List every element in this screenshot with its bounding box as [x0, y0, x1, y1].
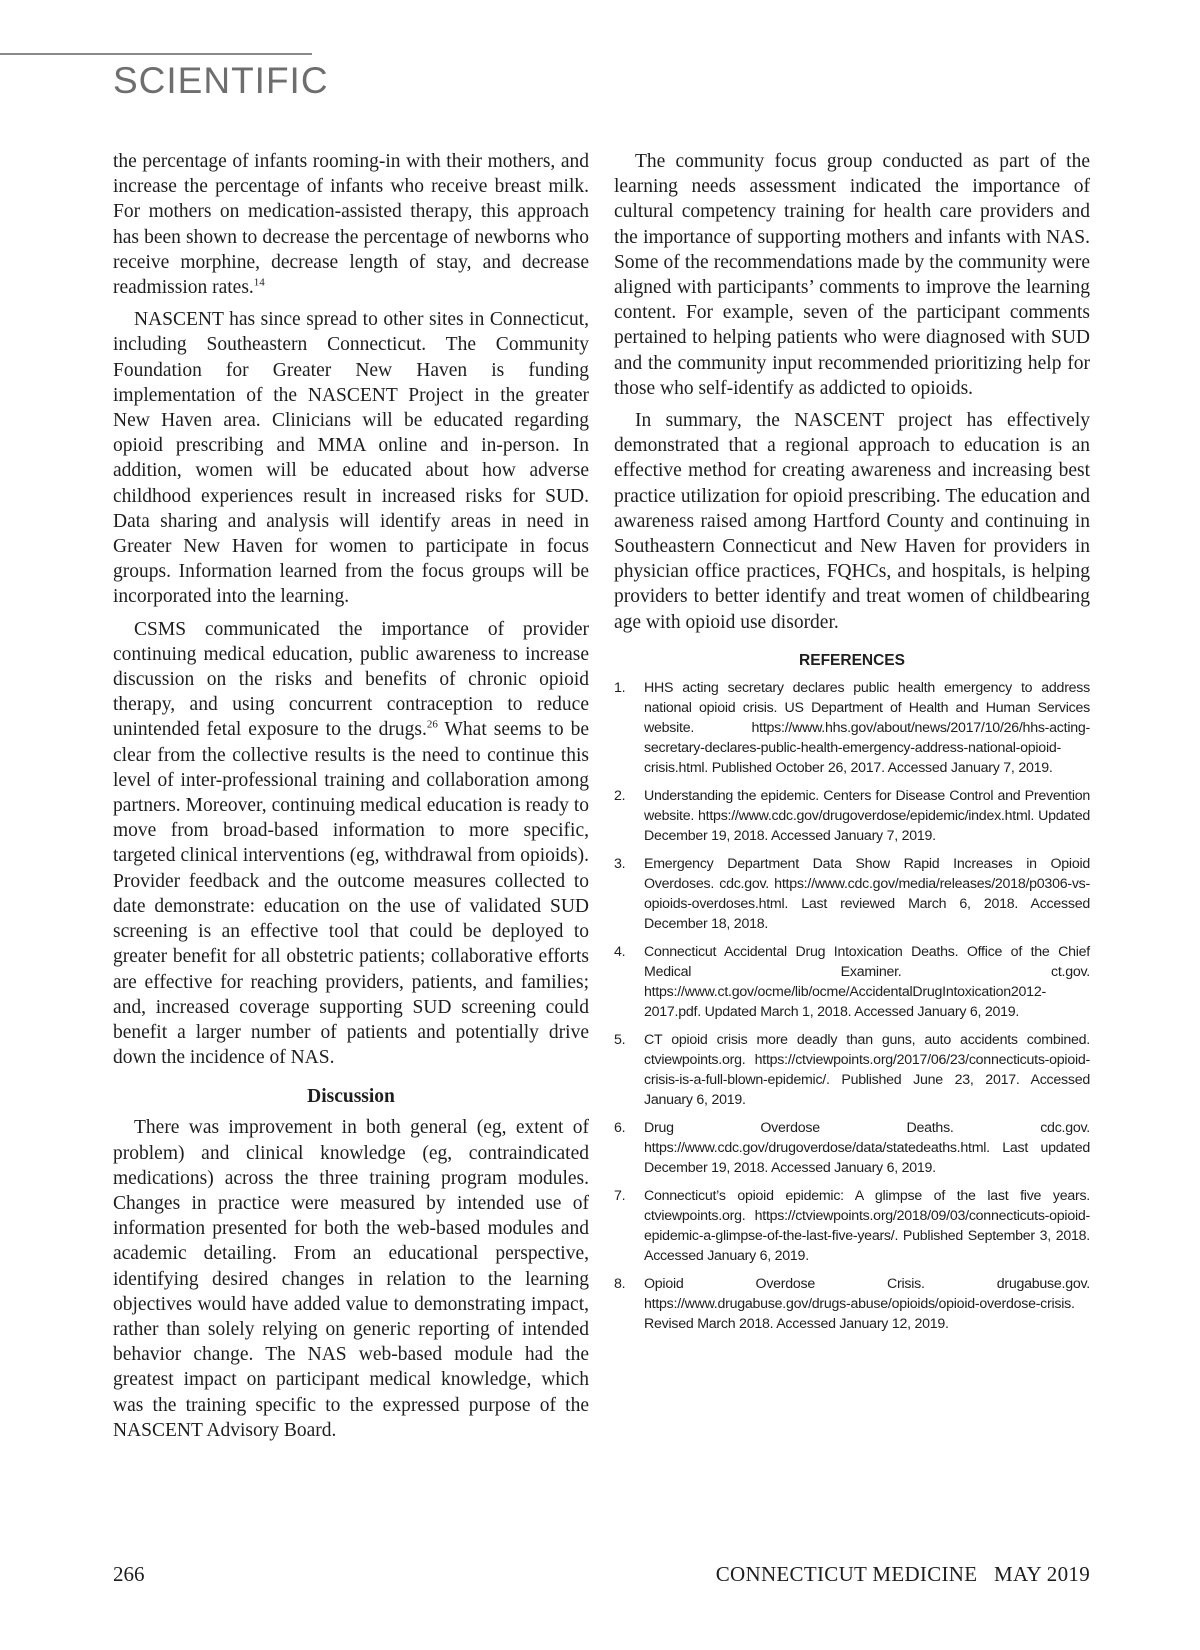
section-label: SCIENTIFIC: [113, 60, 329, 101]
page-number: 266: [113, 1562, 145, 1586]
body-paragraph: There was improvement in both general (eg, extent of problem) and clinical knowledge (eg, contraindicated medications) across the three training program modules. Changes in practice were measured by intended use of information presented for both the web-based modules and academic detailing. From an educational perspective, identifying desired changes in relation to the learning objectives would have added value to demonstrating impact, rather than solely relying on generic reporting of intended behavior change. The NAS web-based module had the greatest impact on participant medical knowledge, which was the training specific to the expressed purpose of the NASCENT Advisory Board.: [113, 1117, 589, 1441]
discussion-heading: Discussion: [307, 1086, 395, 1108]
reference-item: [614, 678, 1090, 778]
right-column: [614, 149, 1090, 1342]
reference-text: Connecticut Accidental Drug Intoxication Deaths. Office of the Chief Medical Examiner. ct.gov. https://www.ct.gov/ocme/lib/ocme/AccidentalDrugIntoxication2012-2017.pdf. Updated March 1, 2018. Accessed January 6, 2019.: [644, 943, 1090, 1020]
reference-item: [614, 1186, 1090, 1266]
reference-item: [614, 1118, 1090, 1178]
reference-number: 1.: [614, 679, 626, 696]
reference-number: 6.: [614, 1119, 626, 1136]
journal-footer: CONNECTICUT MEDICINE MAY 2019: [715, 1562, 1090, 1586]
references-heading: REFERENCES: [799, 651, 905, 669]
reference-number: 5.: [614, 1031, 626, 1048]
reference-text: Connecticut’s opioid epidemic: A glimpse of the last five years. ctviewpoints.org. https://ctviewpoints.org/2018/09/03/connecticuts-opioid-epidemic-a-glimpse-of-the-last-five-years/. Published September 3, 2018. Accessed January 6, 2019.: [644, 1187, 1090, 1264]
left-column: [113, 149, 589, 1450]
citation-marker: 14: [253, 276, 265, 289]
reference-number: 2.: [614, 787, 626, 804]
references-list: [614, 678, 1090, 1334]
body-paragraph: In summary, the NASCENT project has effectively demonstrated that a regional approach to education is an effective method for creating awareness and increasing best practice utilization for opioid prescribing. The education and awareness raised among Hartford County and continuing in Southeastern Connecticut and New Haven for providers in physician office practices, FQHCs, and hospitals, is helping providers to better identify and treat women of childbearing age with opioid use disorder.: [614, 410, 1090, 633]
reference-text: Opioid Overdose Crisis. drugabuse.gov. https://www.drugabuse.gov/drugs-abuse/opioids/opioid-overdose-crisis. Revised March 2018. Accessed January 12, 2019.: [644, 1275, 1090, 1332]
reference-text: CT opioid crisis more deadly than guns, auto accidents combined. ctviewpoints.org. https://ctviewpoints.org/2017/06/23/connecticuts-opioid-crisis-is-a-full-blown-epidemic/. Published June 23, 2017. Accessed January 6, 2019.: [644, 1031, 1090, 1108]
body-paragraph: The community focus group conducted as part of the learning needs assessment indicated the importance of cultural competency training for health care providers and the importance of supporting mothers and infants with NAS. Some of the recommendations made by the community were aligned with participants’ comments to improve the learning content. For example, seven of the participant comments pertained to helping patients who were diagnosed with SUD and the community input recommended prioritizing help for those who self-identify as addicted to opioids.: [614, 151, 1090, 399]
reference-text: Emergency Department Data Show Rapid Increases in Opioid Overdoses. cdc.gov. https://www.cdc.gov/media/releases/2018/p0306-vs-opioids-overdoses.html. Last reviewed March 6, 2018. Accessed December 18, 2018.: [644, 855, 1090, 932]
reference-text: Drug Overdose Deaths. cdc.gov. https://www.cdc.gov/drugoverdose/data/statedeaths.html. Last updated December 19, 2018. Accessed January 6, 2019.: [644, 1119, 1090, 1176]
reference-item: [614, 942, 1090, 1022]
body-paragraph: CSMS communicated the importance of provider continuing medical education, public awareness to increase discussion on the risks and benefits of chronic opioid therapy, and using concurrent contraception to reduce unintended fetal exposure to the drugs.$^{26}$ What seems to be clear from the collective results is the need to continue this level of inter-professional training and collaboration among partners. Moreover, continuing medical education is ready to move from broad-based information to more specific, targeted clinical interventions (eg, withdrawal from opioids). Provider feedback and the outcome measures collected to date demonstrate: education on the use of validated SUD screening is an effective tool that could be deployed to greater benefit for all obstetric patients; collaborative efforts are effective for reaching providers, patients, and families; and, increased coverage supporting SUD screening could benefit a larger number of patients and potentially drive down the incidence of NAS.: [113, 618, 589, 1069]
reference-number: 4.: [614, 943, 626, 960]
body-paragraph: NASCENT has since spread to other sites in Connecticut, including Southeastern Connecticut. The Community Foundation for Greater New Haven is funding implementation of the NASCENT Project in the greater New Haven area. Clinicians will be educated regarding opioid prescribing and MMA online and in-person. In addition, women will be educated about how adverse childhood experiences result in increased risks for SUD. Data sharing and analysis will identify areas in need in Greater New Haven for women to participate in focus groups. Information learned from the focus groups will be incorporated into the learning.: [113, 309, 589, 608]
header-rule: [0, 53, 312, 55]
reference-number: 3.: [614, 855, 626, 872]
reference-item: [614, 786, 1090, 846]
citation-marker: 26: [426, 718, 438, 731]
reference-item: [614, 854, 1090, 934]
reference-number: 8.: [614, 1275, 626, 1292]
reference-text: HHS acting secretary declares public health emergency to address national opioid crisis. US Department of Health and Human Services website. https://www.hhs.gov/about/news/2017/10/26/hhs-acting-secretary-declares-public-health-emergency-address-national-opioid-crisis.html. Published October 26, 2017. Accessed January 7, 2019.: [644, 679, 1090, 776]
reference-text: Understanding the epidemic. Centers for Disease Control and Prevention website. https://www.cdc.gov/drugoverdose/epidemic/index.html. Updated December 19, 2018. Accessed January 7, 2019.: [644, 787, 1090, 844]
body-paragraph: the percentage of infants rooming-in with their mothers, and increase the percentage of infants who receive breast milk. For mothers on medication-assisted therapy, this approach has been shown to decrease the percentage of newborns who receive morphine, decrease length of stay, and decrease readmission rates.$^{14}$: [113, 151, 589, 299]
reference-number: 7.: [614, 1187, 626, 1204]
reference-item: [614, 1030, 1090, 1110]
reference-item: [614, 1274, 1090, 1334]
